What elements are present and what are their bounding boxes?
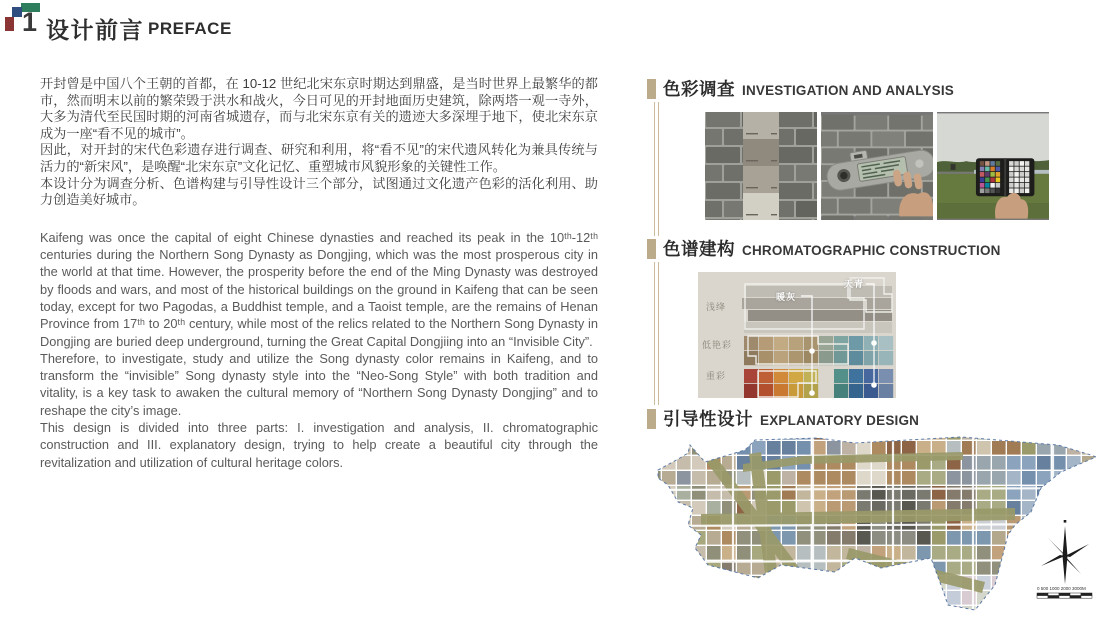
compass-icon: [1041, 520, 1089, 584]
section-title-cn: 色谱建构: [663, 239, 735, 259]
section-title-en: EXPLANATORY DESIGN: [760, 413, 920, 428]
scale-bar: [1037, 586, 1092, 598]
section-header-chromatographic: [647, 236, 1001, 261]
section-bullet-icon: [647, 239, 656, 259]
section-title-cn: 色彩调查: [663, 79, 735, 99]
cn-paragraph: 因此，对开封的宋代色彩遗存进行调查、研究和利用，将“看不见”的宋代遗风转化为兼具传统与活力的“新宋风”，是唤醒“北宋东京”文化记忆、重塑城市风貌形象的关键性工作。: [40, 142, 598, 174]
photo-colorimeter-on-brick: [821, 112, 933, 220]
page-title-cn: 设计前言: [46, 17, 144, 43]
logo-blue-square-icon: [12, 7, 22, 17]
chinese-paragraphs: [40, 76, 598, 209]
investigation-photos: [705, 112, 1049, 220]
en-paragraph: Therefore, to investigate, study and utilize the Song dynasty color remains in Kaifeng, and to transform the “invisible” Song dynasty style into the “Neo-Song Style” with both tradition and vitality, is a key task to awaken the cultural memory of “Northern Song Dynasty Dongjing” and to reshape the city’s image.: [40, 350, 598, 418]
city-color-plan-map: [653, 430, 1105, 618]
chapter-number: 1: [22, 7, 38, 37]
intro-text-column: [40, 76, 598, 471]
chart-row-label: 重彩: [706, 371, 727, 381]
section-connector-line: [654, 102, 659, 236]
page-header: [0, 0, 420, 60]
cn-paragraph: 开封曾是中国八个王朝的首都，在 10-12 世纪北宋东京时期达到鼎盛，是当时世界上最繁华的都市，然而明末以前的繁荣毁于洪水和战火，今日可见的开封地面历史建筑，除两塔一观一寺外，大多为清代至民国时期的河南省城遗存，而与北宋东京有关的遗迹大多深埋于地下，使北宋东京成为一座“看不见的城市”。: [40, 76, 598, 141]
photo-paint-swatches-on-brick: [705, 112, 817, 220]
en-paragraph: Kaifeng was once the capital of eight Chinese dynasties and reached its peak in the 10ᵗʰ-12ᵗʰ centuries during the Northern Song Dynasty as Dongjing, which was the most prosperous city in the world at that time. However, the prosperity before the end of the Ming Dynasty was destroyed by floods and wars, and most of the historical buildings on the ground in Kaifeng that can be seen today, except for two Pagodas, a Buddhist temple, and a Taoist temple, are the remains of Henan Province from 17ᵗʰ to 20ᵗʰ century, while most of the relics related to the Northern Song Dynasty in Dongjing are buried deep underground, turning the Great Capital Dongjiing into an “Invisible City”.: [40, 229, 598, 349]
chart-row-label: 浅绛: [706, 302, 727, 312]
chart-annotation: 天青: [844, 279, 865, 289]
color-spectrum-chart: [698, 272, 896, 398]
english-paragraphs: [40, 229, 598, 471]
section-header-explanatory: [647, 406, 919, 431]
photo-color-checker-landscape: [937, 112, 1049, 220]
section-bullet-icon: [647, 409, 656, 429]
chart-row-label: 低艳彩: [702, 340, 733, 350]
section-header-investigation: [647, 76, 954, 101]
section-bullet-icon: [647, 79, 656, 99]
section-title-cn: 引导性设计: [663, 409, 753, 429]
section-title-en: INVESTIGATION AND ANALYSIS: [742, 83, 954, 98]
section-title-en: CHROMATOGRAPHIC CONSTRUCTION: [742, 243, 1001, 258]
color-checker: [976, 158, 1034, 196]
cn-paragraph: 本设计分为调查分析、色谱构建与引导性设计三个部分，试图通过文化遗产色彩的活化利用、助力创造美好城市。: [40, 175, 598, 208]
paint-swatch-strip: [743, 112, 779, 220]
section-connector-line: [654, 262, 659, 405]
chart-annotation: 暖灰: [776, 292, 797, 302]
scale-label: 0 500 1000 2000 3000M: [1037, 586, 1086, 591]
en-paragraph: This design is divided into three parts: I. investigation and analysis, II. chromatographic construction and III. explanatory design, trying to help create a beautiful city through the revitalization and utilization of cultural heritage colors.: [40, 420, 598, 470]
logo-red-square-icon: [5, 17, 14, 31]
page-title-en: PREFACE: [148, 19, 232, 38]
